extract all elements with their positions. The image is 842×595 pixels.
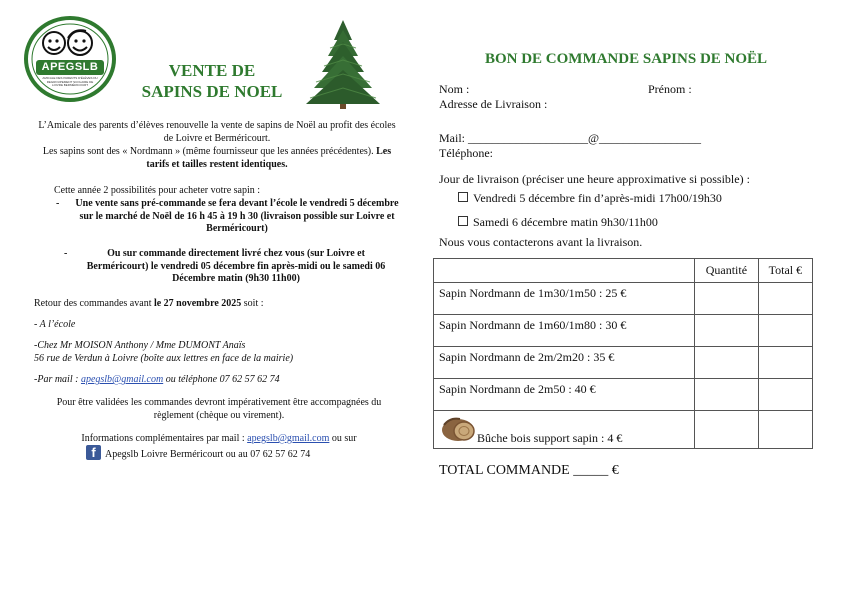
checkbox-saturday[interactable] <box>458 216 468 226</box>
log-product-cell <box>434 411 695 449</box>
delivery-choice-saturday[interactable] <box>458 215 658 230</box>
wood-log-icon <box>440 413 476 443</box>
product-label: Sapin Nordmann de 2m50 : 40 € <box>434 379 695 411</box>
option-1-text: Une vente sans pré-commande se fera devant l’école le vendredi 5 décembre sur le marché de Noël de 16 h 45 à 19 h 30 (livraison possible sur Loivre et Berméricourt) <box>75 198 399 234</box>
product-label: Sapin Nordmann de 1m30/1m50 : 25 € <box>434 283 695 315</box>
prenom-label: Prénom : <box>648 82 692 96</box>
facebook-line <box>86 445 386 461</box>
table-row <box>434 379 813 411</box>
header-quantity: Quantité <box>695 259 759 283</box>
drop-home-line-1: -Chez Mr MOISON Anthony / Mme DUMONT Anaïs <box>34 340 246 351</box>
christmas-tree-icon <box>300 18 386 110</box>
total-cell[interactable] <box>758 315 812 347</box>
mail-prefix: -Par mail : <box>34 374 79 385</box>
info-prefix: Informations complémentaires par mail : <box>81 433 245 444</box>
return-suffix: soit : <box>243 298 264 309</box>
quantity-cell[interactable] <box>695 283 759 315</box>
mail-line <box>34 374 280 387</box>
intro-paragraph-2 <box>34 146 400 171</box>
left-title <box>112 60 312 102</box>
choice-saturday-label: Samedi 6 décembre matin 9h30/11h00 <box>473 215 658 229</box>
info-line <box>34 433 404 446</box>
total-cell[interactable] <box>758 283 812 315</box>
order-table <box>433 258 813 449</box>
drop-school: - A l’école <box>34 319 76 330</box>
return-date: le 27 novembre 2025 <box>153 298 242 309</box>
mail-suffix: ou téléphone 07 62 57 62 74 <box>165 374 280 385</box>
quantity-cell[interactable] <box>695 347 759 379</box>
quantity-cell[interactable] <box>695 379 759 411</box>
quantity-cell[interactable] <box>695 315 759 347</box>
delivery-day-label: Jour de livraison (préciser une heure approximative si possible) : <box>439 172 750 186</box>
table-header-row <box>434 259 813 283</box>
drop-home-line-2: 56 rue de Verdun à Loivre (boîte aux lettres en face de la mairie) <box>34 353 294 364</box>
table-row <box>434 315 813 347</box>
info-suffix: ou sur <box>331 433 357 444</box>
product-label: Bûche bois support sapin : 4 € <box>477 431 623 445</box>
return-deadline <box>34 298 404 311</box>
facebook-icon[interactable]: f <box>86 445 101 460</box>
quantity-cell[interactable] <box>695 411 759 449</box>
table-row <box>434 411 813 449</box>
mail-field-label: Mail: ____________________@_________________ <box>439 131 702 145</box>
logo-subtext: AMICALE DES PARENTS D'ÉLÈVES DU REGROUPEMENT SCOLAIRE DE LOIVRE BERMÉRICOURT <box>42 76 98 88</box>
facebook-text: Apegslb Loivre Berméricourt ou au 07 62 57 62 74 <box>105 449 311 460</box>
checkbox-friday[interactable] <box>458 192 468 202</box>
validation-note: Pour être validées les commandes devront impérativement être accompagnées du règlement (chèque ou virement). <box>56 397 382 421</box>
total-cell[interactable] <box>758 379 812 411</box>
apegslb-logo <box>24 16 116 102</box>
total-cell[interactable] <box>758 347 812 379</box>
option-2-dash: - <box>64 248 68 259</box>
option-1-dash: - <box>56 198 60 209</box>
adresse-label: Adresse de Livraison : <box>439 97 548 111</box>
choice-friday-label: Vendredi 5 décembre fin d’après-midi 17h00/19h30 <box>473 191 722 205</box>
option-2-text: Ou sur commande directement livré chez vous (sur Loivre et Berméricourt) le vendredi 05 décembre fin après-midi ou le samedi 06 Décembre matin (9h30 11h00) <box>86 248 386 284</box>
info-email-link[interactable]: apegslb@gmail.com <box>247 433 330 444</box>
possibilities-text: Cette année 2 possibilités pour acheter votre sapin : <box>54 185 261 196</box>
table-row <box>434 347 813 379</box>
product-label: Sapin Nordmann de 1m60/1m80 : 30 € <box>434 315 695 347</box>
nom-label: Nom : <box>439 82 470 96</box>
header-total: Total € <box>758 259 812 283</box>
title-line-2: SAPINS DE NOEL <box>141 82 283 101</box>
intro-text: Les sapins sont des « Nordmann » (même fournisseur que les années précédentes). <box>42 146 374 157</box>
return-text: Retour des commandes avant <box>34 298 152 309</box>
total-order: TOTAL COMMANDE _____ € <box>439 463 619 478</box>
total-cell[interactable] <box>758 411 812 449</box>
product-label: Sapin Nordmann de 2m/2m20 : 35 € <box>434 347 695 379</box>
header-product-cell <box>434 259 695 283</box>
delivery-choice-friday[interactable] <box>458 191 722 206</box>
table-row <box>434 283 813 315</box>
telephone-label: Téléphone: <box>439 146 493 160</box>
contact-note: Nous vous contacterons avant la livraison. <box>439 235 643 249</box>
email-link[interactable]: apegslb@gmail.com <box>80 374 164 385</box>
title-line-1: VENTE DE <box>168 61 256 80</box>
intro-bold-text: Les tarifs et tailles restent identiques. <box>146 146 392 170</box>
logo-text: APEGSLB <box>41 61 99 73</box>
order-form-title: BON DE COMMANDE SAPINS DE NOËL <box>484 51 768 67</box>
intro-paragraph-1: L’Amicale des parents d’élèves renouvelle la vente de sapins de Noël au profit des écoles de Loivre et Berméricourt. <box>38 120 396 144</box>
